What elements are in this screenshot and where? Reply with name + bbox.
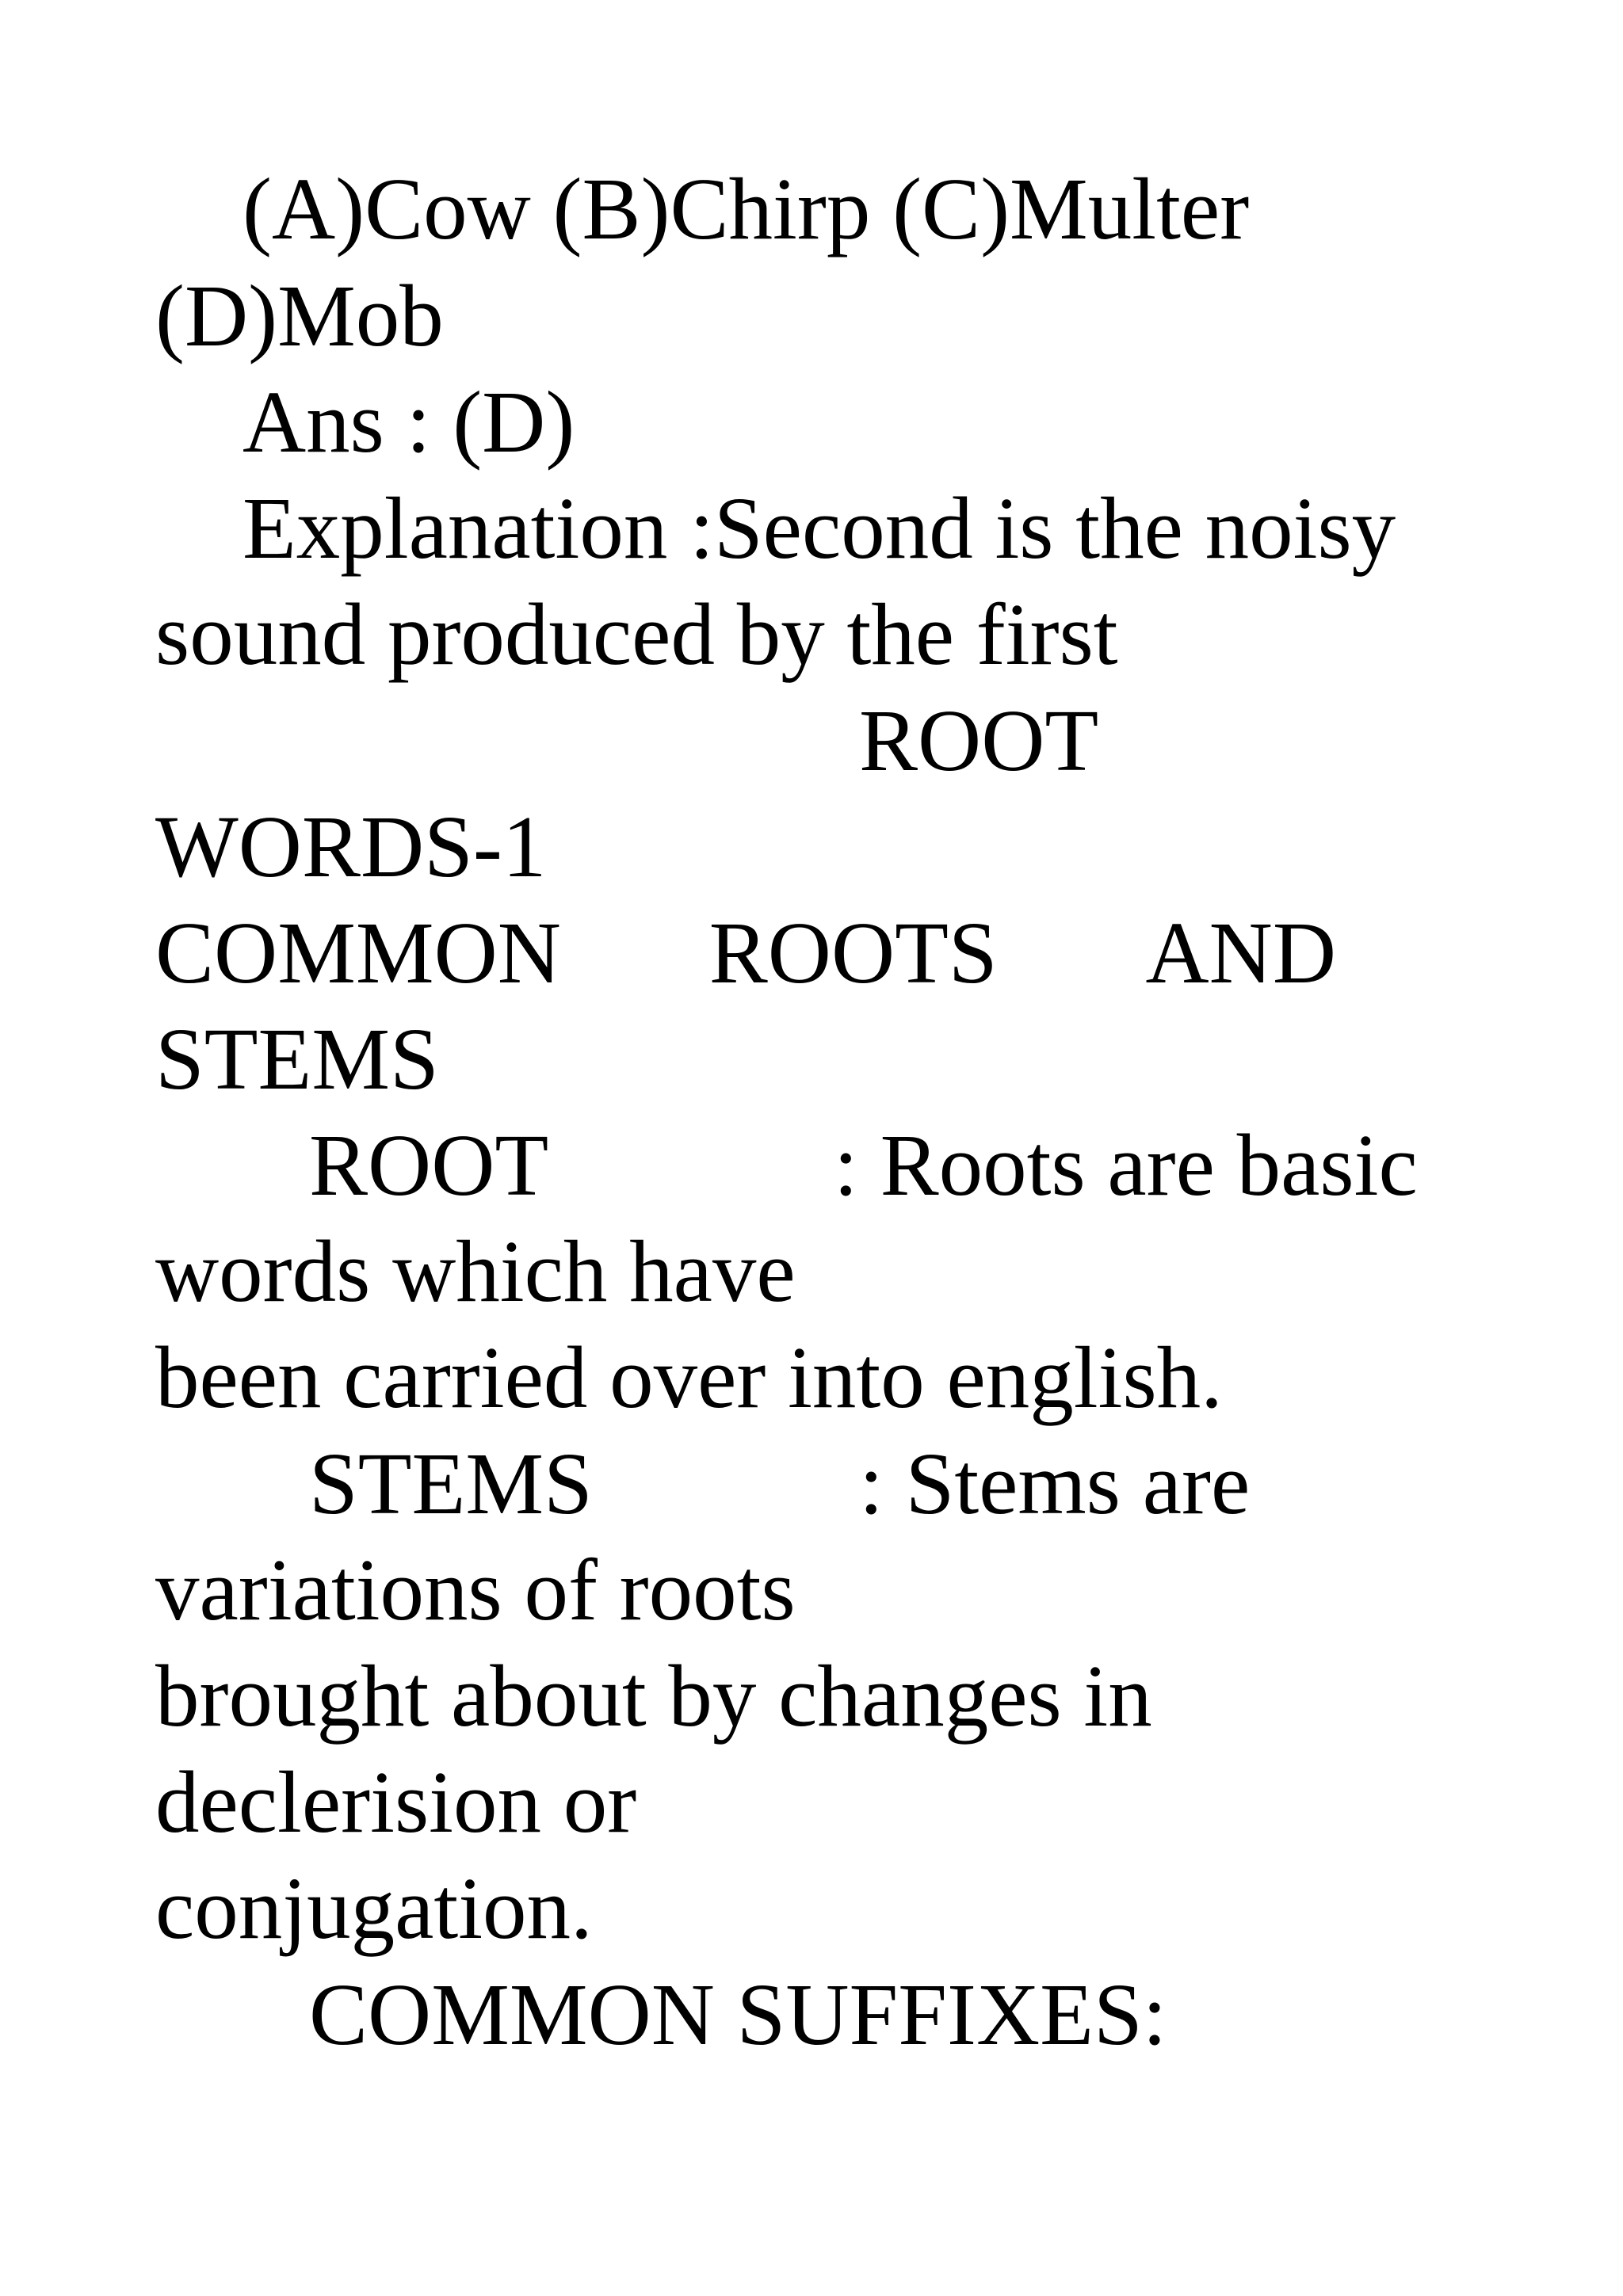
heading-word-roots: ROOTS <box>708 905 998 1002</box>
heading-word-common: COMMON <box>155 905 561 1002</box>
explanation-line: Explanation :Second is the noisy <box>242 480 1396 578</box>
answer-line: Ans : (D) <box>242 374 575 471</box>
stems-term: STEMS <box>309 1436 593 1533</box>
root-definition-continued: words which have <box>155 1223 796 1321</box>
heading-word-and: AND <box>1145 905 1336 1002</box>
root-definition: : Roots are basic <box>834 1117 1418 1215</box>
root-definition-end: been carried over into english. <box>155 1329 1223 1427</box>
heading-common-roots-and <box>155 901 1336 1007</box>
heading-common-suffixes: COMMON SUFFIXES: <box>309 1966 1167 2064</box>
heading-stems: STEMS <box>155 1011 439 1108</box>
stems-definition-line4: declerision or <box>155 1754 637 1852</box>
explanation-continued: sound produced by the first <box>155 586 1118 684</box>
heading-root: ROOT <box>859 692 1099 790</box>
stems-definition-continued: variations of roots <box>155 1542 796 1639</box>
root-term: ROOT <box>309 1117 549 1215</box>
heading-root-words: WORDS-1 <box>155 799 547 896</box>
stems-definition-end: conjugation. <box>155 1860 593 1958</box>
answer-option-d: (D)Mob <box>155 268 444 365</box>
stems-definition-line3: brought about by changes in <box>155 1648 1152 1745</box>
stems-definition: : Stems are <box>859 1436 1251 1533</box>
answer-options-line: (A)Cow (B)Chirp (C)Multer <box>242 161 1250 258</box>
